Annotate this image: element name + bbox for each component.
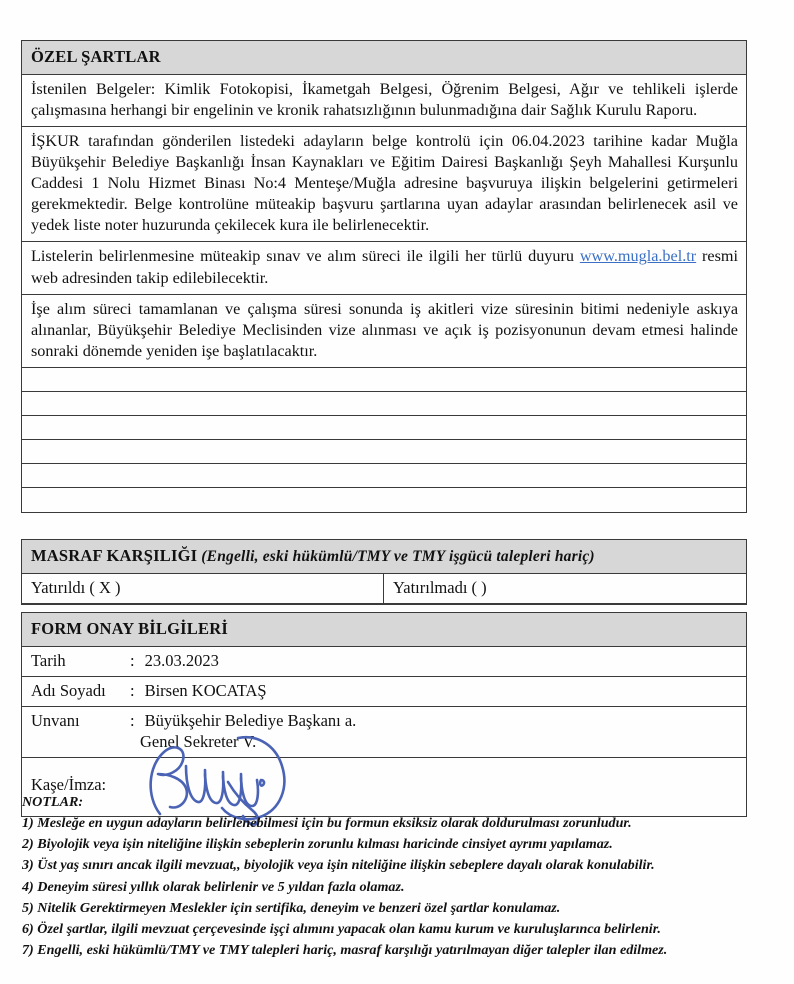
note-item: 4) Deneyim süresi yıllık olarak belirlenir ve 5 yıldan fazla olamaz.	[22, 878, 405, 895]
blank-row[interactable]	[22, 440, 746, 464]
masraf-karsiligi-table	[21, 539, 747, 605]
unvani-value: Büyükşehir Belediye Başkanı a.	[144, 710, 357, 730]
masraf-heading-bold: MASRAF KARŞILIĞI	[31, 546, 198, 565]
adi-soyadi-value: Birsen KOCATAŞ	[144, 680, 267, 700]
website-paragraph-lead: Listelerin belirlenmesine müteakip sınav ve alım süreci ile ilgili her türlü duyuru	[31, 247, 580, 266]
tarih-colon: :	[130, 651, 135, 670]
note-item: 1) Mesleğe en uygun adayların belirlenebilmesi için bu formun eksiksiz olarak doldurulması zorunludur.	[22, 815, 632, 832]
notlar-title: NOTLAR:	[22, 794, 84, 810]
unvani-value-line2-wrapper	[31, 731, 737, 753]
blank-row[interactable]	[22, 488, 746, 512]
adi-soyadi-label: Adı Soyadı	[31, 680, 106, 700]
notlar-section	[22, 792, 774, 961]
ozel-sartlar-table	[21, 40, 747, 513]
ozel-sartlar-paragraph-website	[22, 242, 746, 294]
yatirildi-option[interactable]: Yatırıldı ( X )	[22, 574, 384, 603]
blank-row[interactable]	[22, 464, 746, 488]
note-item: 3) Üst yaş sınırı ancak ilgili mevzuat,, biyolojik veya işin niteliğine ilişkin sebeplere dayalı olarak konulabilir.	[22, 857, 655, 874]
mugla-bel-tr-link[interactable]: www.mugla.bel.tr	[579, 247, 697, 266]
ozel-sartlar-paragraph-vize: İşe alım süreci tamamlanan ve çalışma süresi sonunda iş akitleri vize süresinin bitimi nedeniyle askıya alınanlar, Büyükşehir Belediye Meclisinden vize alınması ve açık iş pozisyonunun devam etmesi halinde sonraki dönemde yeniden işe başlatılacaktır.	[22, 295, 746, 368]
note-item: 6) Özel şartlar, ilgili mevzuat çerçevesinde işçi alımını yapacak olan kamu kurum ve kuruluşlarınca belirlenir.	[22, 920, 661, 937]
note-item: 2) Biyolojik veya işin niteliğine ilişkin sebeplerin zorunlu kılması haricinde cinsiyet ayrımı yapılamaz.	[22, 836, 613, 853]
tarih-value: 23.03.2023	[144, 651, 219, 670]
blank-row[interactable]	[22, 392, 746, 416]
ozel-sartlar-paragraph-documents: İstenilen Belgeler: Kimlik Fotokopisi, İkametgah Belgesi, Öğrenim Belgesi, Ağır ve tehlikeli işlerde çalışmasına herhangi bir engelinin ve kronik rahatsızlığının bulunmadığına dair Sağlık Kurulu Raporu.	[22, 75, 746, 127]
form-onay-heading: FORM ONAY BİLGİLERİ	[22, 613, 746, 647]
blank-row[interactable]	[22, 416, 746, 440]
adi-soyadi-colon: :	[130, 680, 135, 700]
ozel-sartlar-heading: ÖZEL ŞARTLAR	[22, 41, 746, 75]
note-item: 5) Nitelik Gerektirmeyen Meslekler için sertifika, deneyim ve benzeri özel şartlar konulamaz.	[22, 899, 561, 916]
unvani-colon: :	[130, 710, 135, 730]
onay-row-tarih	[22, 647, 746, 677]
yatirilmadi-option[interactable]: Yatırılmadı ( )	[393, 578, 487, 597]
blank-row[interactable]	[22, 368, 746, 392]
note-item: 7) Engelli, eski hükümlü/TMY ve TMY talepleri hariç, masraf karşılığı yatırılmayan diğer talepler ilan edilmez.	[22, 941, 668, 958]
masraf-status-row	[22, 573, 746, 604]
tarih-label: Tarih	[31, 651, 66, 670]
onay-row-adi-soyadi	[22, 677, 746, 707]
form-onay-table	[21, 612, 747, 817]
website-paragraph-tail: resmi web adresinden takip edilebilecektir.	[31, 247, 738, 287]
unvani-label: Unvanı	[31, 710, 80, 730]
kase-imza-label: Kaşe/İmza:	[31, 775, 107, 795]
onay-row-unvani	[22, 707, 746, 759]
masraf-heading-note: (Engelli, eski hükümlü/TMY ve TMY işgücü talepleri hariç)	[197, 548, 595, 565]
ozel-sartlar-paragraph-iskur: İŞKUR tarafından gönderilen listedeki adayların belge kontrolü için 06.04.2023 tarihine kadar Muğla Büyükşehir Belediye Başkanlığı İnsan Kaynakları ve Eğitim Dairesi Başkanlığı Şeyh Mahallesi Kurşunlu Caddesi 1 Nolu Hizmet Binası No:4 Menteşe/Muğla adresine başvuruya ilişkin belgelerini getirmeleri gerekmektedir. Belge kontrolüne müteakip başvuru şartlarına uyan adaylar arasından belirlenecek asil ve yedek liste noter huzurunda çekilecek kura ile belirlenecektir.	[22, 127, 746, 242]
unvani-value-line2: Genel Sekreter V.	[140, 732, 257, 752]
masraf-karsiligi-heading	[22, 540, 746, 573]
